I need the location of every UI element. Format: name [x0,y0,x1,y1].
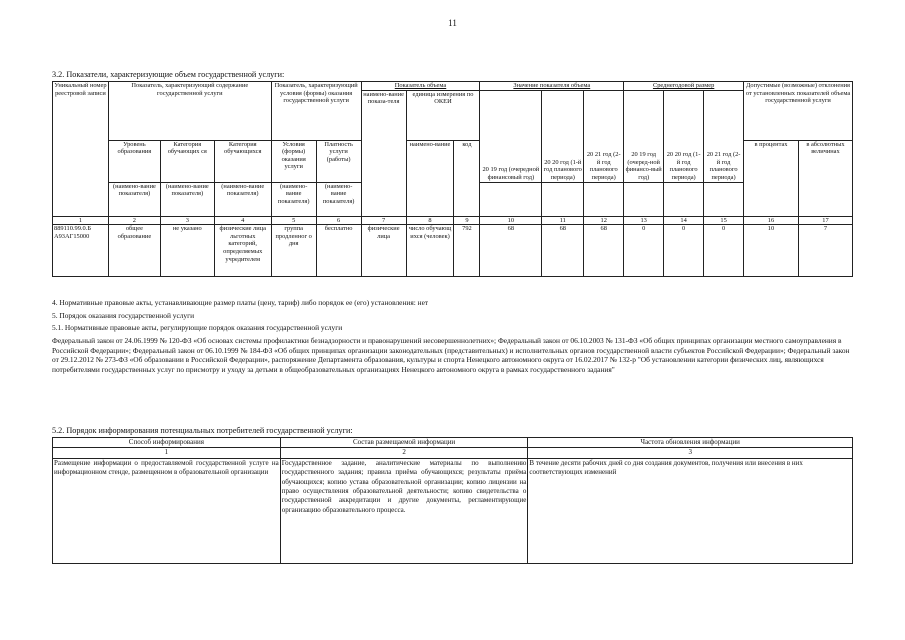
col-level: Уровень образования [108,140,160,182]
section-3-2-title: 3.2. Показатели, характеризующие объем государственной услуги: [52,70,285,79]
year-cell-bottom [664,182,704,216]
colnum: 10 [480,216,542,225]
header-unit: единица измерения по ОКЕИ [406,90,480,140]
cell-composition: Государственное задание, аналитические материалы по выполнению государственного задания; правила приёма обучающихся; результаты приёма обучающихся; копию устава образовательной организации; копию лицензии на право осуществления образовательной деятельности; копию свидетельства о государственной аккредитации и другие документы, регламентирующие организацию образовательного процесса. [280,458,528,563]
cell-frequency: В течение десяти рабочих дней со дня создания документов, получения или внесения в них соответствующих изменений [528,458,853,563]
header-year-3: 20 21 год (2-й год планового периода) [584,90,624,182]
placeholder-4: (наимено-вание показателя) [271,182,316,216]
header-year-6: 20 21 год (2-й год планового периода) [704,90,744,182]
colnum: 11 [542,216,584,225]
header-frequency: Частота обновления информации [528,438,853,448]
col-form: Условия (формы) оказания услуги [271,140,316,182]
colnum: 9 [454,216,480,225]
header-year-4: 20 19 год (очеред-ной финансо-вый год) [624,90,664,182]
colnum: 5 [271,216,316,225]
section-5-2-title: 5.2. Порядок информирования потенциальных потребителей государственной услуги: [52,426,353,435]
cell-value-1: 68 [480,225,542,277]
column-numbers-row [53,216,853,225]
col-unit-code: код [454,140,480,216]
paragraph-5-1: 5.1. Нормативные правовые акты, регулирующие порядок оказания государственной услуги [52,323,343,332]
col-category-1: Категория обучающих ся [160,140,214,182]
year-cell-bottom [624,182,664,216]
cell-registry-number: 889110.99.0.Б А93АГ15000 [53,225,109,277]
placeholder-5: (наимено-вание показателя) [316,182,361,216]
cell-category-1: не указано [160,225,214,277]
colnum: 16 [744,216,799,225]
cell-dev-percent: 10 [744,225,799,277]
colnum: 2 [108,216,160,225]
header-conditions: Показатель, характеризующий условия (формы) оказания государственной услуги [271,82,361,141]
page-number: 11 [448,18,457,28]
cell-unit-name: число обучающ ихся (человек) [406,225,454,277]
cell-level: общее образование [108,225,160,277]
year-cell-bottom [542,182,584,216]
header-year-1: 20 19 год (очередной финансовый год) [480,90,542,182]
colnum: 2 [280,448,528,458]
year-cell-bottom [704,182,744,216]
header-method: Способ информирования [53,438,281,448]
cell-avg-2: 0 [664,225,704,277]
cell-value-2: 68 [542,225,584,277]
cell-category-2: физические лица льготных категорий, определяемых учредителем [214,225,271,277]
year-cell-bottom [584,182,624,216]
table-row [53,225,853,277]
paragraph-4: 4. Нормативные правовые акты, устанавливающие размер платы (цену, тариф) либо порядок ее (его) установления: нет [52,298,429,307]
placeholder-2: (наимено-вание показателя) [160,182,214,216]
colnum: 3 [528,448,853,458]
header-indicator-name: наимено-вание показа-теля [361,90,406,216]
colnum: 12 [584,216,624,225]
paragraph-5-1-text: Федеральный закон от 24.06.1999 № 120-ФЗ «Об основах системы профилактики безнадзорности и правонарушений несовершеннолетних»; Федеральный закон от 06.10.2003 № 131-ФЗ «Об общих принципах организации местного самоуправления в Российской Федерации»; Федеральный закон от 06.10.1999 № 184-ФЗ «Об общих принципах организации законодательных (представительных) и исполнительных органов государственной власти субъектов Российской Федерации»; Федеральный закон от 29.12.2012 № 273-ФЗ «Об образовании в Российской Федерации», распоряжение Департамента образования, культуры и спорта Ненецкого автономного округа от 16.02.2017 № 132-р "Об установлении категории физических лиц, являющихся потребителями государственных услуг по присмотру и уходу за детьми в общеобразовательных организациях Ненецкого автономного округа в рамках государственного задания" [52,336,850,374]
col-payment: Платность услуги (работы) [316,140,361,182]
colnum: 3 [160,216,214,225]
cell-value-3: 68 [584,225,624,277]
informing-table [52,437,853,564]
cell-avg-3: 0 [704,225,744,277]
colnum: 1 [53,216,109,225]
col-category-2: Категория обучающихся [214,140,271,182]
colnum: 8 [406,216,454,225]
placeholder-1: (наимено-вание показателя) [108,182,160,216]
table-row [53,458,853,563]
header-year-5: 20 20 год (1-й год планового периода) [664,90,704,182]
header-volume: Показатель объема [361,82,480,91]
header-composition: Состав размещаемой информации [280,438,528,448]
colnum: 14 [664,216,704,225]
col-absolute: в абсолютных величинах [798,140,852,216]
volume-indicators-table [52,81,853,277]
colnum: 1 [53,448,281,458]
cell-method: Размещение информации о предоставляемой государственной услуге на информационном стенде, размещенном в образовательной организации [53,458,281,563]
paragraph-5: 5. Порядок оказания государственной услуги [52,311,195,320]
colnum: 4 [214,216,271,225]
placeholder-3: (наимено-вание показателя) [214,182,271,216]
year-cell-bottom [480,182,542,216]
col-unit-name: наимено-вание [406,140,454,216]
colnum: 15 [704,216,744,225]
cell-dev-absolute: 7 [798,225,852,277]
cell-form: группа продленног о дня [271,225,316,277]
col-percent: в процентах [744,140,799,216]
colnum: 17 [798,216,852,225]
header-avg-size: Среднегодовой размер [624,82,744,91]
cell-indicator: физические лица [361,225,406,277]
header-volume-value: Значение показателя объема [480,82,624,91]
cell-avg-1: 0 [624,225,664,277]
colnum: 6 [316,216,361,225]
header-content: Показатель, характеризующий содержание государственной услуги [108,82,271,141]
cell-payment: бесплатно [316,225,361,277]
cell-unit-code: 792 [454,225,480,277]
colnum: 7 [361,216,406,225]
header-deviation: Допустимые (возможные) отклонения от установленных показателей объема государственной услуги [744,82,853,141]
header-year-2: 20 20 год (1-й год планового периода) [542,90,584,182]
colnum: 13 [624,216,664,225]
header-unique-number: Уникальный номер реестровой записи [53,82,109,217]
